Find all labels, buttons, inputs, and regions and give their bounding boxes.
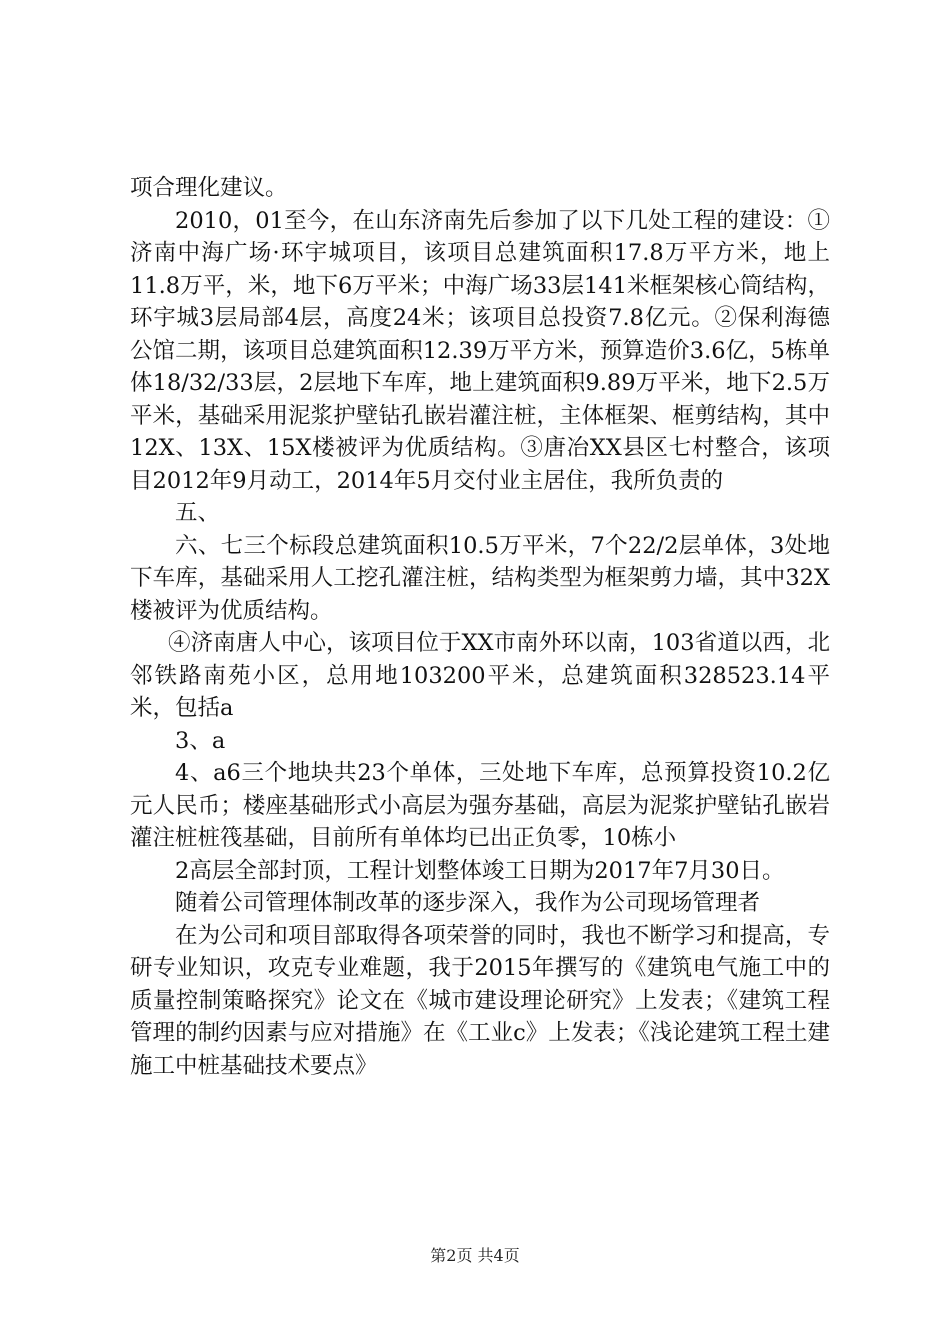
paragraph-projects-intro: 2010，01至今，在山东济南先后参加了以下几处工程的建设：①济南中海广场·环宇城项目，该项目总建筑面积17.8万平方米，地上11.8万平，米，地下6万平米；中海广场33层141米框架核心筒结构，环宇城3层局部4层，高度24米；该项目总投资7.8亿元。②保利海德公馆二期，该项目总建筑面积12.39万平方米，预算造价3.6亿，5栋单体18/32/33层，2层地下车库，地上建筑面积9.89万平米，地下2.5万平米，基础采用泥浆护壁钻孔嵌岩灌注桩，主体框架、框剪结构，其中12X、13X、15X楼被评为优质结构。③唐冶XX县区七村整合，该项目2012年9月动工，2014年5月交付业主居住，我所负责的 <box>130 207 830 494</box>
paragraph-tangren-center: ④济南唐人中心，该项目位于XX市南外环以南，103省道以西，北邻铁路南苑小区，总用地103200平米，总建筑面积328523.14平米，包括a <box>130 630 830 721</box>
paragraph-continuation: 项合理化建议。 <box>130 175 288 201</box>
paragraph-sections-six-seven: 六、七三个标段总建筑面积10.5万平米，7个22/2层单体，3处地下车库，基础采用人工挖孔灌注桩，结构类型为框架剪力墙，其中32X楼被评为优质结构。 <box>130 532 830 624</box>
paragraph-plots-summary: 4、a6三个地块共23个单体，三处地下车库，总预算投资10.2亿元人民币；楼座基础形式小高层为强夯基础，高层为泥浆护壁钻孔嵌岩灌注桩桩筏基础，目前所有单体均已出正负零，10栋小 <box>130 760 830 851</box>
paragraph-completion-date: 2高层全部封顶，工程计划整体竣工日期为2017年7月30日。 <box>175 857 785 884</box>
paragraph-management-reform: 随着公司管理体制改革的逐步深入，我作为公司现场管理者 <box>175 890 761 916</box>
document-body <box>130 172 830 1082</box>
page-number-footer: 第2页 共4页 <box>430 1246 520 1265</box>
paragraph-publications: 在为公司和项目部取得各项荣誉的同时，我也不断学习和提高，专研专业知识，攻克专业难题，我于2015年撰写的《建筑电气施工中的质量控制策略探究》论文在《城市建设理论研究》上发表；《建筑工程管理的制约因素与应对措施》在《工业c》上发表；《浅论建筑工程土建施工中桩基础技术要点》 <box>130 922 830 1079</box>
paragraph-fragment-three-a: 3、a <box>175 727 226 754</box>
paragraph-fragment-five: 五、 <box>175 500 221 526</box>
